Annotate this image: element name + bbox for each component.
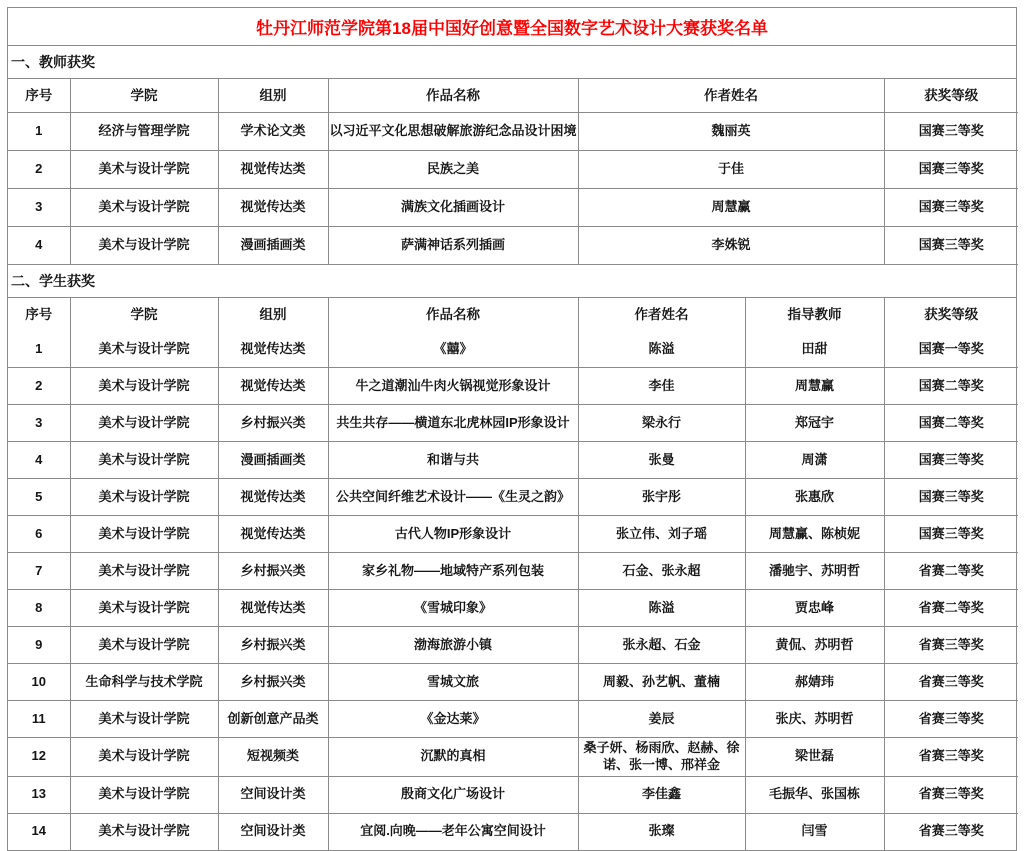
table-cell: 公共空间纤维艺术设计——《生灵之韵》 xyxy=(328,479,578,516)
header-cell: 学院 xyxy=(70,298,218,331)
header-cell: 序号 xyxy=(8,79,70,113)
table-row xyxy=(8,227,1018,265)
table-cell: 国赛二等奖 xyxy=(884,368,1018,405)
table-cell: 美术与设计学院 xyxy=(70,479,218,516)
table-cell: 牛之道潮汕牛肉火锅视觉形象设计 xyxy=(328,368,578,405)
table-cell: 乡村振兴类 xyxy=(218,627,328,664)
table-cell: 《囍》 xyxy=(328,331,578,368)
table-cell: 乡村振兴类 xyxy=(218,664,328,701)
table-cell: 毛振华、张国栋 xyxy=(745,776,884,813)
table-row xyxy=(8,516,1018,553)
table-cell: 国赛三等奖 xyxy=(884,516,1018,553)
table-cell: 美术与设计学院 xyxy=(70,368,218,405)
table-cell: 4 xyxy=(8,227,70,265)
header-cell: 作品名称 xyxy=(328,79,578,113)
table-cell: 美术与设计学院 xyxy=(70,331,218,368)
table-cell: 郑冠宇 xyxy=(745,405,884,442)
table-cell: 周慧赢 xyxy=(578,189,884,227)
table-cell: 省赛三等奖 xyxy=(884,738,1018,777)
table-cell: 国赛三等奖 xyxy=(884,151,1018,189)
header-cell: 获奖等级 xyxy=(884,298,1018,331)
table-cell: 国赛一等奖 xyxy=(884,331,1018,368)
table-cell: 美术与设计学院 xyxy=(70,227,218,265)
table-cell: 共生共存——横道东北虎林园IP形象设计 xyxy=(328,405,578,442)
header-cell: 作者姓名 xyxy=(578,298,745,331)
header-cell: 组别 xyxy=(218,79,328,113)
table-cell: 7 xyxy=(8,553,70,590)
table-cell: 美术与设计学院 xyxy=(70,516,218,553)
teacher-awards-table xyxy=(8,79,1018,265)
table-cell: 张永超、石金 xyxy=(578,627,745,664)
table-cell: 美术与设计学院 xyxy=(70,405,218,442)
header-cell: 作者姓名 xyxy=(578,79,884,113)
table-cell: 周慧赢、陈桢妮 xyxy=(745,516,884,553)
table-row xyxy=(8,479,1018,516)
table-cell: 视觉传达类 xyxy=(218,151,328,189)
header-row xyxy=(8,79,1018,113)
table-cell: 张惠欣 xyxy=(745,479,884,516)
table-cell: 3 xyxy=(8,189,70,227)
table-cell: 短视频类 xyxy=(218,738,328,777)
table-cell: 1 xyxy=(8,113,70,151)
table-cell: 魏丽英 xyxy=(578,113,884,151)
table-cell: 李佳鑫 xyxy=(578,776,745,813)
table-cell: 5 xyxy=(8,479,70,516)
table-cell: 张璨 xyxy=(578,813,745,850)
table-cell: 石金、张永超 xyxy=(578,553,745,590)
table-cell: 省赛三等奖 xyxy=(884,813,1018,850)
table-cell: 2 xyxy=(8,368,70,405)
table-cell: 美术与设计学院 xyxy=(70,776,218,813)
table-cell: 和谐与共 xyxy=(328,442,578,479)
table-cell: 9 xyxy=(8,627,70,664)
header-cell: 获奖等级 xyxy=(884,79,1018,113)
table-row xyxy=(8,151,1018,189)
table-row xyxy=(8,442,1018,479)
table-cell: 美术与设计学院 xyxy=(70,701,218,738)
table-cell: 田甜 xyxy=(745,331,884,368)
section-label-students: 二、学生获奖 xyxy=(8,265,1016,298)
table-cell: 张庆、苏明哲 xyxy=(745,701,884,738)
table-row xyxy=(8,368,1018,405)
table-cell: 11 xyxy=(8,701,70,738)
table-cell: 雪城文旅 xyxy=(328,664,578,701)
table-cell: 李佳 xyxy=(578,368,745,405)
table-cell: 生命科学与技术学院 xyxy=(70,664,218,701)
table-cell: 美术与设计学院 xyxy=(70,553,218,590)
table-cell: 视觉传达类 xyxy=(218,331,328,368)
header-cell: 序号 xyxy=(8,298,70,331)
header-row xyxy=(8,298,1018,331)
header-cell: 组别 xyxy=(218,298,328,331)
table-row xyxy=(8,590,1018,627)
table-row xyxy=(8,627,1018,664)
table-cell: 省赛三等奖 xyxy=(884,776,1018,813)
table-row xyxy=(8,405,1018,442)
table-cell: 姜辰 xyxy=(578,701,745,738)
table-cell: 国赛三等奖 xyxy=(884,227,1018,265)
table-cell: 视觉传达类 xyxy=(218,479,328,516)
table-cell: 视觉传达类 xyxy=(218,590,328,627)
table-cell: 梁世磊 xyxy=(745,738,884,777)
table-row xyxy=(8,813,1018,850)
table-cell: 于佳 xyxy=(578,151,884,189)
table-cell: 沉默的真相 xyxy=(328,738,578,777)
table-row xyxy=(8,701,1018,738)
table-cell: 美术与设计学院 xyxy=(70,590,218,627)
table-cell: 3 xyxy=(8,405,70,442)
table-cell: 满族文化插画设计 xyxy=(328,189,578,227)
section-label-teachers: 一、教师获奖 xyxy=(8,46,1016,79)
table-cell: 民族之美 xyxy=(328,151,578,189)
table-cell: 6 xyxy=(8,516,70,553)
table-cell: 郝婧玮 xyxy=(745,664,884,701)
table-cell: 省赛三等奖 xyxy=(884,664,1018,701)
table-cell: 国赛三等奖 xyxy=(884,479,1018,516)
table-row xyxy=(8,664,1018,701)
table-cell: 周潇 xyxy=(745,442,884,479)
table-cell: 漫画插画类 xyxy=(218,442,328,479)
table-cell: 以习近平文化思想破解旅游纪念品设计困境 xyxy=(328,113,578,151)
table-cell: 美术与设计学院 xyxy=(70,189,218,227)
table-cell: 美术与设计学院 xyxy=(70,442,218,479)
table-cell: 省赛二等奖 xyxy=(884,553,1018,590)
table-cell: 张立伟、刘子瑶 xyxy=(578,516,745,553)
table-cell: 周慧赢 xyxy=(745,368,884,405)
table-cell: 古代人物IP形象设计 xyxy=(328,516,578,553)
table-cell: 周毅、孙艺帆、董楠 xyxy=(578,664,745,701)
table-cell: 乡村振兴类 xyxy=(218,553,328,590)
table-cell: 国赛三等奖 xyxy=(884,113,1018,151)
table-cell: 美术与设计学院 xyxy=(70,738,218,777)
table-row xyxy=(8,189,1018,227)
table-cell: 12 xyxy=(8,738,70,777)
table-cell: 《金达莱》 xyxy=(328,701,578,738)
table-cell: 家乡礼物——地域特产系列包装 xyxy=(328,553,578,590)
table-cell: 美术与设计学院 xyxy=(70,151,218,189)
table-cell: 省赛二等奖 xyxy=(884,590,1018,627)
table-cell: 陈溢 xyxy=(578,331,745,368)
table-cell: 10 xyxy=(8,664,70,701)
table-cell: 张曼 xyxy=(578,442,745,479)
table-cell: 省赛三等奖 xyxy=(884,701,1018,738)
table-cell: 萨满神话系列插画 xyxy=(328,227,578,265)
table-cell: 张宇彤 xyxy=(578,479,745,516)
table-cell: 视觉传达类 xyxy=(218,516,328,553)
table-cell: 经济与管理学院 xyxy=(70,113,218,151)
table-cell: 空间设计类 xyxy=(218,813,328,850)
table-cell: 梁永行 xyxy=(578,405,745,442)
page-title: 牡丹江师范学院第18届中国好创意暨全国数字艺术设计大赛获奖名单 xyxy=(8,8,1016,46)
table-cell: 国赛三等奖 xyxy=(884,189,1018,227)
table-row xyxy=(8,553,1018,590)
table-cell: 闫雪 xyxy=(745,813,884,850)
table-cell: 省赛三等奖 xyxy=(884,627,1018,664)
table-cell: 创新创意产品类 xyxy=(218,701,328,738)
table-cell: 视觉传达类 xyxy=(218,189,328,227)
table-cell: 国赛二等奖 xyxy=(884,405,1018,442)
table-cell: 视觉传达类 xyxy=(218,368,328,405)
table-cell: 国赛三等奖 xyxy=(884,442,1018,479)
table-row xyxy=(8,738,1018,777)
table-cell: 美术与设计学院 xyxy=(70,813,218,850)
table-cell: 《雪城印象》 xyxy=(328,590,578,627)
student-awards-table xyxy=(8,298,1018,850)
table-cell: 1 xyxy=(8,331,70,368)
table-cell: 美术与设计学院 xyxy=(70,627,218,664)
award-sheet xyxy=(7,7,1017,851)
header-cell: 学院 xyxy=(70,79,218,113)
table-cell: 李姝锐 xyxy=(578,227,884,265)
table-cell: 2 xyxy=(8,151,70,189)
header-cell: 指导教师 xyxy=(745,298,884,331)
table-row xyxy=(8,776,1018,813)
header-cell: 作品名称 xyxy=(328,298,578,331)
table-cell: 空间设计类 xyxy=(218,776,328,813)
table-cell: 漫画插画类 xyxy=(218,227,328,265)
table-cell: 4 xyxy=(8,442,70,479)
table-cell: 8 xyxy=(8,590,70,627)
table-cell: 13 xyxy=(8,776,70,813)
table-cell: 陈溢 xyxy=(578,590,745,627)
table-cell: 贾忠峰 xyxy=(745,590,884,627)
table-row xyxy=(8,331,1018,368)
table-cell: 乡村振兴类 xyxy=(218,405,328,442)
table-row xyxy=(8,113,1018,151)
table-cell: 宜阅.向晚——老年公寓空间设计 xyxy=(328,813,578,850)
table-cell: 黄侃、苏明哲 xyxy=(745,627,884,664)
table-cell: 潘驰宇、苏明哲 xyxy=(745,553,884,590)
table-cell: 殷商文化广场设计 xyxy=(328,776,578,813)
table-cell: 14 xyxy=(8,813,70,850)
table-cell: 桑子妍、杨雨欣、赵赫、徐诺、张一博、邢祥金 xyxy=(578,738,745,777)
table-cell: 学术论文类 xyxy=(218,113,328,151)
table-cell: 渤海旅游小镇 xyxy=(328,627,578,664)
